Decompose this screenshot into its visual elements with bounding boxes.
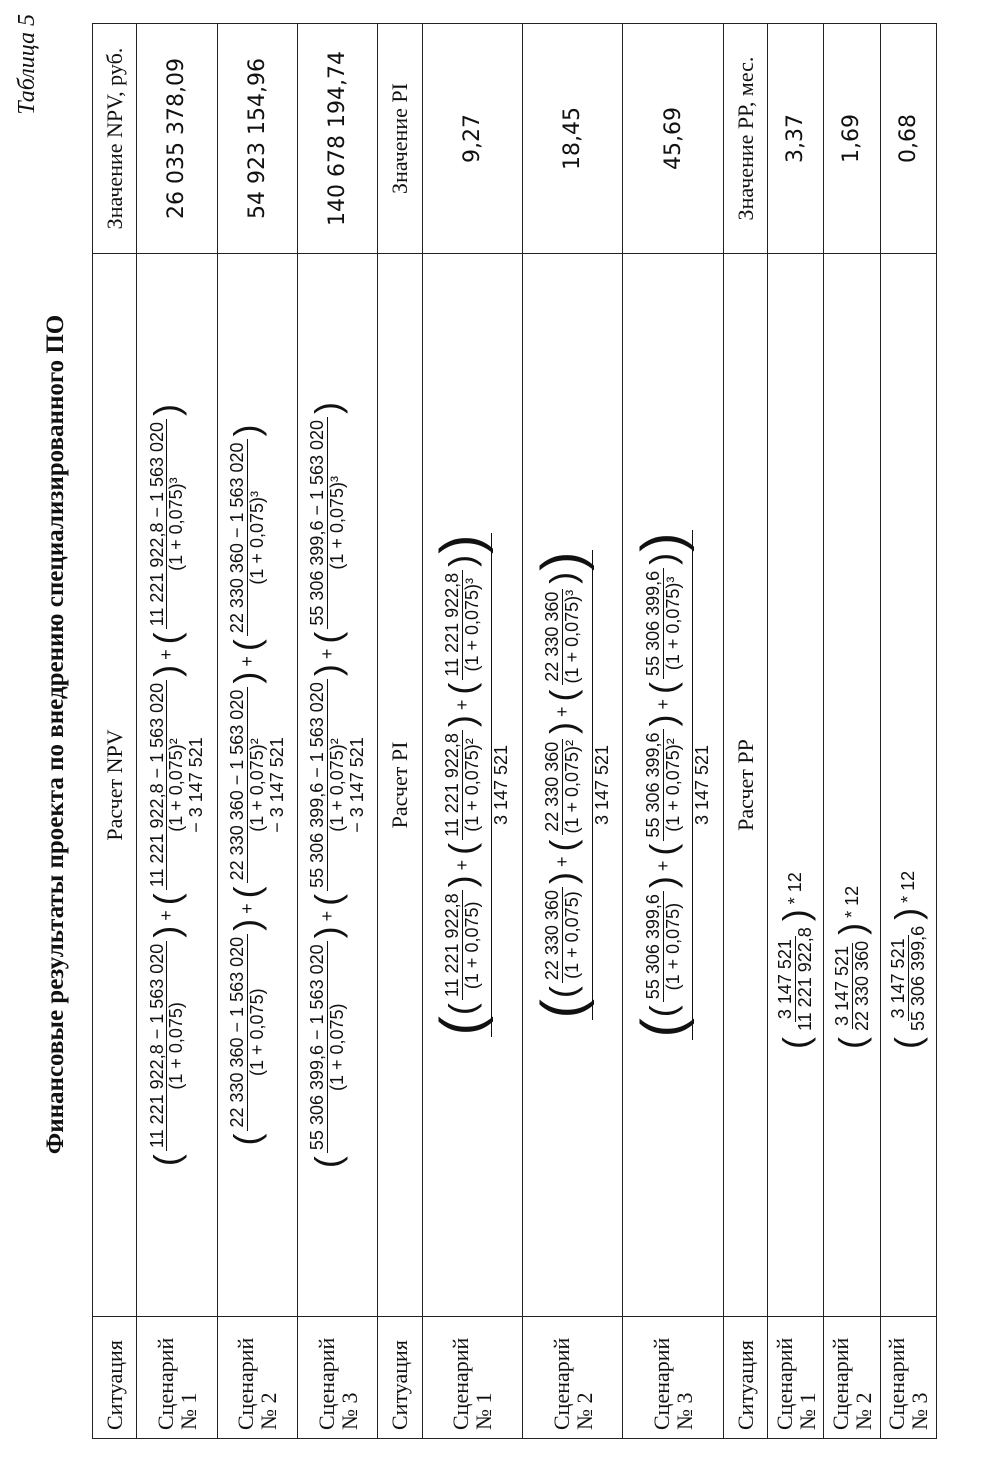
npv-denominator: (1 + 0,075)³	[246, 491, 267, 585]
pp-value-header: Значение PP, мес.	[723, 24, 767, 254]
pi-numerator: 22 330 360	[543, 739, 563, 835]
pp-value: 1,69	[824, 24, 880, 254]
pp-row-1	[768, 24, 824, 1439]
pi-header-row	[378, 24, 422, 1439]
npv-numerator: 22 330 360 − 1 563 020	[228, 687, 248, 884]
pi-numerator: 55 306 399,6	[644, 729, 664, 840]
pp-calc-header: Расчет PP	[723, 254, 767, 1317]
npv-scenario-label: Сценарий № 1	[137, 1317, 217, 1439]
pp-denominator: 55 306 399,6	[907, 925, 928, 1031]
npv-calc-header: Расчет NPV	[93, 254, 137, 1317]
pi-scenario-label: Сценарий № 2	[523, 1317, 623, 1439]
npv-numerator: 55 306 399,6 − 1 563 020	[308, 679, 328, 891]
pp-numerator: 3 147 521	[889, 935, 909, 1021]
plus-sign: +	[156, 910, 177, 921]
pp-multiplier: * 12	[841, 885, 862, 918]
pp-numerator: 3 147 521	[776, 936, 796, 1022]
pi-formula: ( ( 11 221 922,8 (1 + 0,075) ) + ( 11 221 922,8 (1 + 0,075)² ) + ( 11 221 922,8 (1 + 0,075)³ ) ) 3 147 521	[422, 254, 522, 1317]
pi-value: 45,69	[623, 24, 723, 254]
npv-value: 26 035 378,09	[137, 24, 217, 254]
npv-value-header: Значение NPV, руб.	[93, 24, 137, 254]
pp-formula: ( 3 147 521 22 330 360 ) * 12	[824, 254, 880, 1317]
pp-scenario-label: Сценарий № 2	[824, 1317, 880, 1439]
npv-numerator: 22 330 360 − 1 563 020	[228, 934, 248, 1131]
npv-investment: − 3 147 521	[347, 737, 368, 833]
npv-denominator: (1 + 0,075)²	[327, 738, 348, 832]
pp-formula: ( 3 147 521 55 306 399,6 ) * 12	[880, 254, 936, 1317]
pp-header-row	[723, 24, 767, 1439]
pi-denominator: (1 + 0,075)³	[461, 577, 482, 672]
npv-numerator: 22 330 360 − 1 563 020	[228, 439, 248, 636]
pi-denominator: (1 + 0,075)	[461, 901, 482, 990]
pi-investment: 3 147 521	[692, 744, 713, 826]
pi-row-1	[422, 24, 522, 1439]
npv-formula: ( 11 221 922,8 − 1 563 020 (1 + 0,075) ) + ( 11 221 922,8 − 1 563 020 (1 + 0,075)² ) + ( 11 221 922,8 − 1 563 020 (1 + 0,075)³ ) − 3 147 521	[137, 254, 217, 1317]
pp-multiplier: * 12	[785, 872, 806, 905]
table-label: Таблица 5	[14, 14, 40, 115]
pp-value: 0,68	[880, 24, 936, 254]
npv-situation-header: Ситуация	[93, 1317, 137, 1439]
npv-denominator: (1 + 0,075)	[246, 988, 267, 1076]
npv-value: 54 923 154,96	[217, 24, 297, 254]
plus-sign: +	[552, 856, 573, 868]
pi-investment: 3 147 521	[491, 744, 512, 826]
npv-denominator: (1 + 0,075)³	[327, 476, 348, 570]
financial-results-table	[92, 23, 937, 1439]
pi-numerator: 22 330 360	[543, 887, 563, 983]
pi-denominator: (1 + 0,075)	[662, 902, 683, 991]
npv-investment: − 3 147 521	[186, 737, 207, 833]
plus-sign: +	[236, 903, 257, 914]
pp-denominator: 22 330 360	[851, 940, 872, 1031]
npv-denominator: (1 + 0,075)²	[166, 738, 187, 832]
pi-row-3	[623, 24, 723, 1439]
pp-row-3	[880, 24, 936, 1439]
page-title: Финансовые результаты проекта по внедрению специализированного ПО	[42, 314, 69, 1155]
npv-numerator: 11 221 922,8 − 1 563 020	[148, 419, 168, 629]
pi-value-header: Значение PI	[378, 24, 422, 254]
npv-numerator: 11 221 922,8 − 1 563 020	[148, 680, 168, 890]
pi-numerator: 55 306 399,6	[644, 568, 664, 679]
pp-formula: ( 3 147 521 11 221 922,8 ) * 12	[768, 254, 824, 1317]
npv-numerator: 11 221 922,8 − 1 563 020	[148, 941, 168, 1151]
npv-denominator: (1 + 0,075)	[166, 1002, 187, 1090]
pi-investment: 3 147 521	[591, 744, 612, 826]
pp-denominator: 11 221 922,8	[795, 927, 816, 1031]
pp-value: 3,37	[768, 24, 824, 254]
pi-value: 18,45	[523, 24, 623, 254]
npv-scenario-label: Сценарий № 3	[297, 1317, 377, 1439]
pi-denominator: (1 + 0,075)³	[562, 589, 583, 684]
plus-sign: +	[451, 859, 472, 871]
plus-sign: +	[552, 706, 573, 717]
npv-denominator: (1 + 0,075)²	[246, 738, 267, 832]
npv-formula: ( 55 306 399,6 − 1 563 020 (1 + 0,075) ) + ( 55 306 399,6 − 1 563 020 (1 + 0,075)² ) + ( 55 306 399,6 − 1 563 020 (1 + 0,075)³ ) − 3 147 521	[297, 254, 377, 1317]
npv-formula: ( 22 330 360 − 1 563 020 (1 + 0,075) ) + ( 22 330 360 − 1 563 020 (1 + 0,075)² ) + ( 22 330 360 − 1 563 020 (1 + 0,075)³ ) − 3 147 521	[217, 254, 297, 1317]
npv-row-3	[297, 24, 377, 1439]
pi-numerator: 11 221 922,8	[443, 730, 463, 840]
plus-sign: +	[652, 698, 673, 710]
plus-sign: +	[451, 699, 472, 711]
pi-denominator: (1 + 0,075)	[562, 891, 583, 979]
pi-denominator: (1 + 0,075)³	[662, 576, 683, 671]
pi-numerator: 11 221 922,8	[443, 570, 463, 680]
npv-row-1	[137, 24, 217, 1439]
pi-formula: ( ( 22 330 360 (1 + 0,075) ) + ( 22 330 360 (1 + 0,075)² ) + ( 22 330 360 (1 + 0,075)³ ) ) 3 147 521	[523, 254, 623, 1317]
pi-numerator: 11 221 922,8	[443, 890, 463, 1000]
pi-scenario-label: Сценарий № 3	[623, 1317, 723, 1439]
pp-situation-header: Ситуация	[723, 1317, 767, 1439]
pi-denominator: (1 + 0,075)²	[461, 738, 482, 832]
npv-row-2	[217, 24, 297, 1439]
npv-denominator: (1 + 0,075)³	[166, 477, 187, 571]
npv-scenario-label: Сценарий № 2	[217, 1317, 297, 1439]
pp-numerator: 3 147 521	[833, 943, 853, 1029]
npv-value: 140 678 194,74	[297, 24, 377, 254]
plus-sign: +	[317, 910, 338, 922]
npv-numerator: 55 306 399,6 − 1 563 020	[308, 417, 328, 629]
npv-investment: − 3 147 521	[266, 737, 287, 833]
pi-denominator: (1 + 0,075)²	[662, 738, 683, 832]
pi-scenario-label: Сценарий № 1	[422, 1317, 522, 1439]
npv-header-row	[93, 24, 137, 1439]
plus-sign: +	[652, 860, 673, 872]
pi-row-2	[523, 24, 623, 1439]
pi-value: 9,27	[422, 24, 522, 254]
pi-formula: ( ( 55 306 399,6 (1 + 0,075) ) + ( 55 306 399,6 (1 + 0,075)² ) + ( 55 306 399,6 (1 + 0,075)³ ) ) 3 147 521	[623, 254, 723, 1317]
plus-sign: +	[236, 656, 257, 667]
plus-sign: +	[156, 649, 177, 660]
pp-row-2	[824, 24, 880, 1439]
pi-calc-header: Расчет PI	[378, 254, 422, 1317]
pp-scenario-label: Сценарий № 1	[768, 1317, 824, 1439]
pi-situation-header: Ситуация	[378, 1317, 422, 1439]
pp-scenario-label: Сценарий № 3	[880, 1317, 936, 1439]
npv-denominator: (1 + 0,075)	[327, 1003, 348, 1092]
pi-denominator: (1 + 0,075)²	[562, 739, 583, 834]
npv-numerator: 55 306 399,6 − 1 563 020	[308, 941, 328, 1153]
plus-sign: +	[317, 648, 338, 660]
pp-multiplier: * 12	[897, 870, 918, 903]
pi-numerator: 55 306 399,6	[644, 891, 664, 1002]
pi-numerator: 22 330 360	[543, 589, 563, 685]
